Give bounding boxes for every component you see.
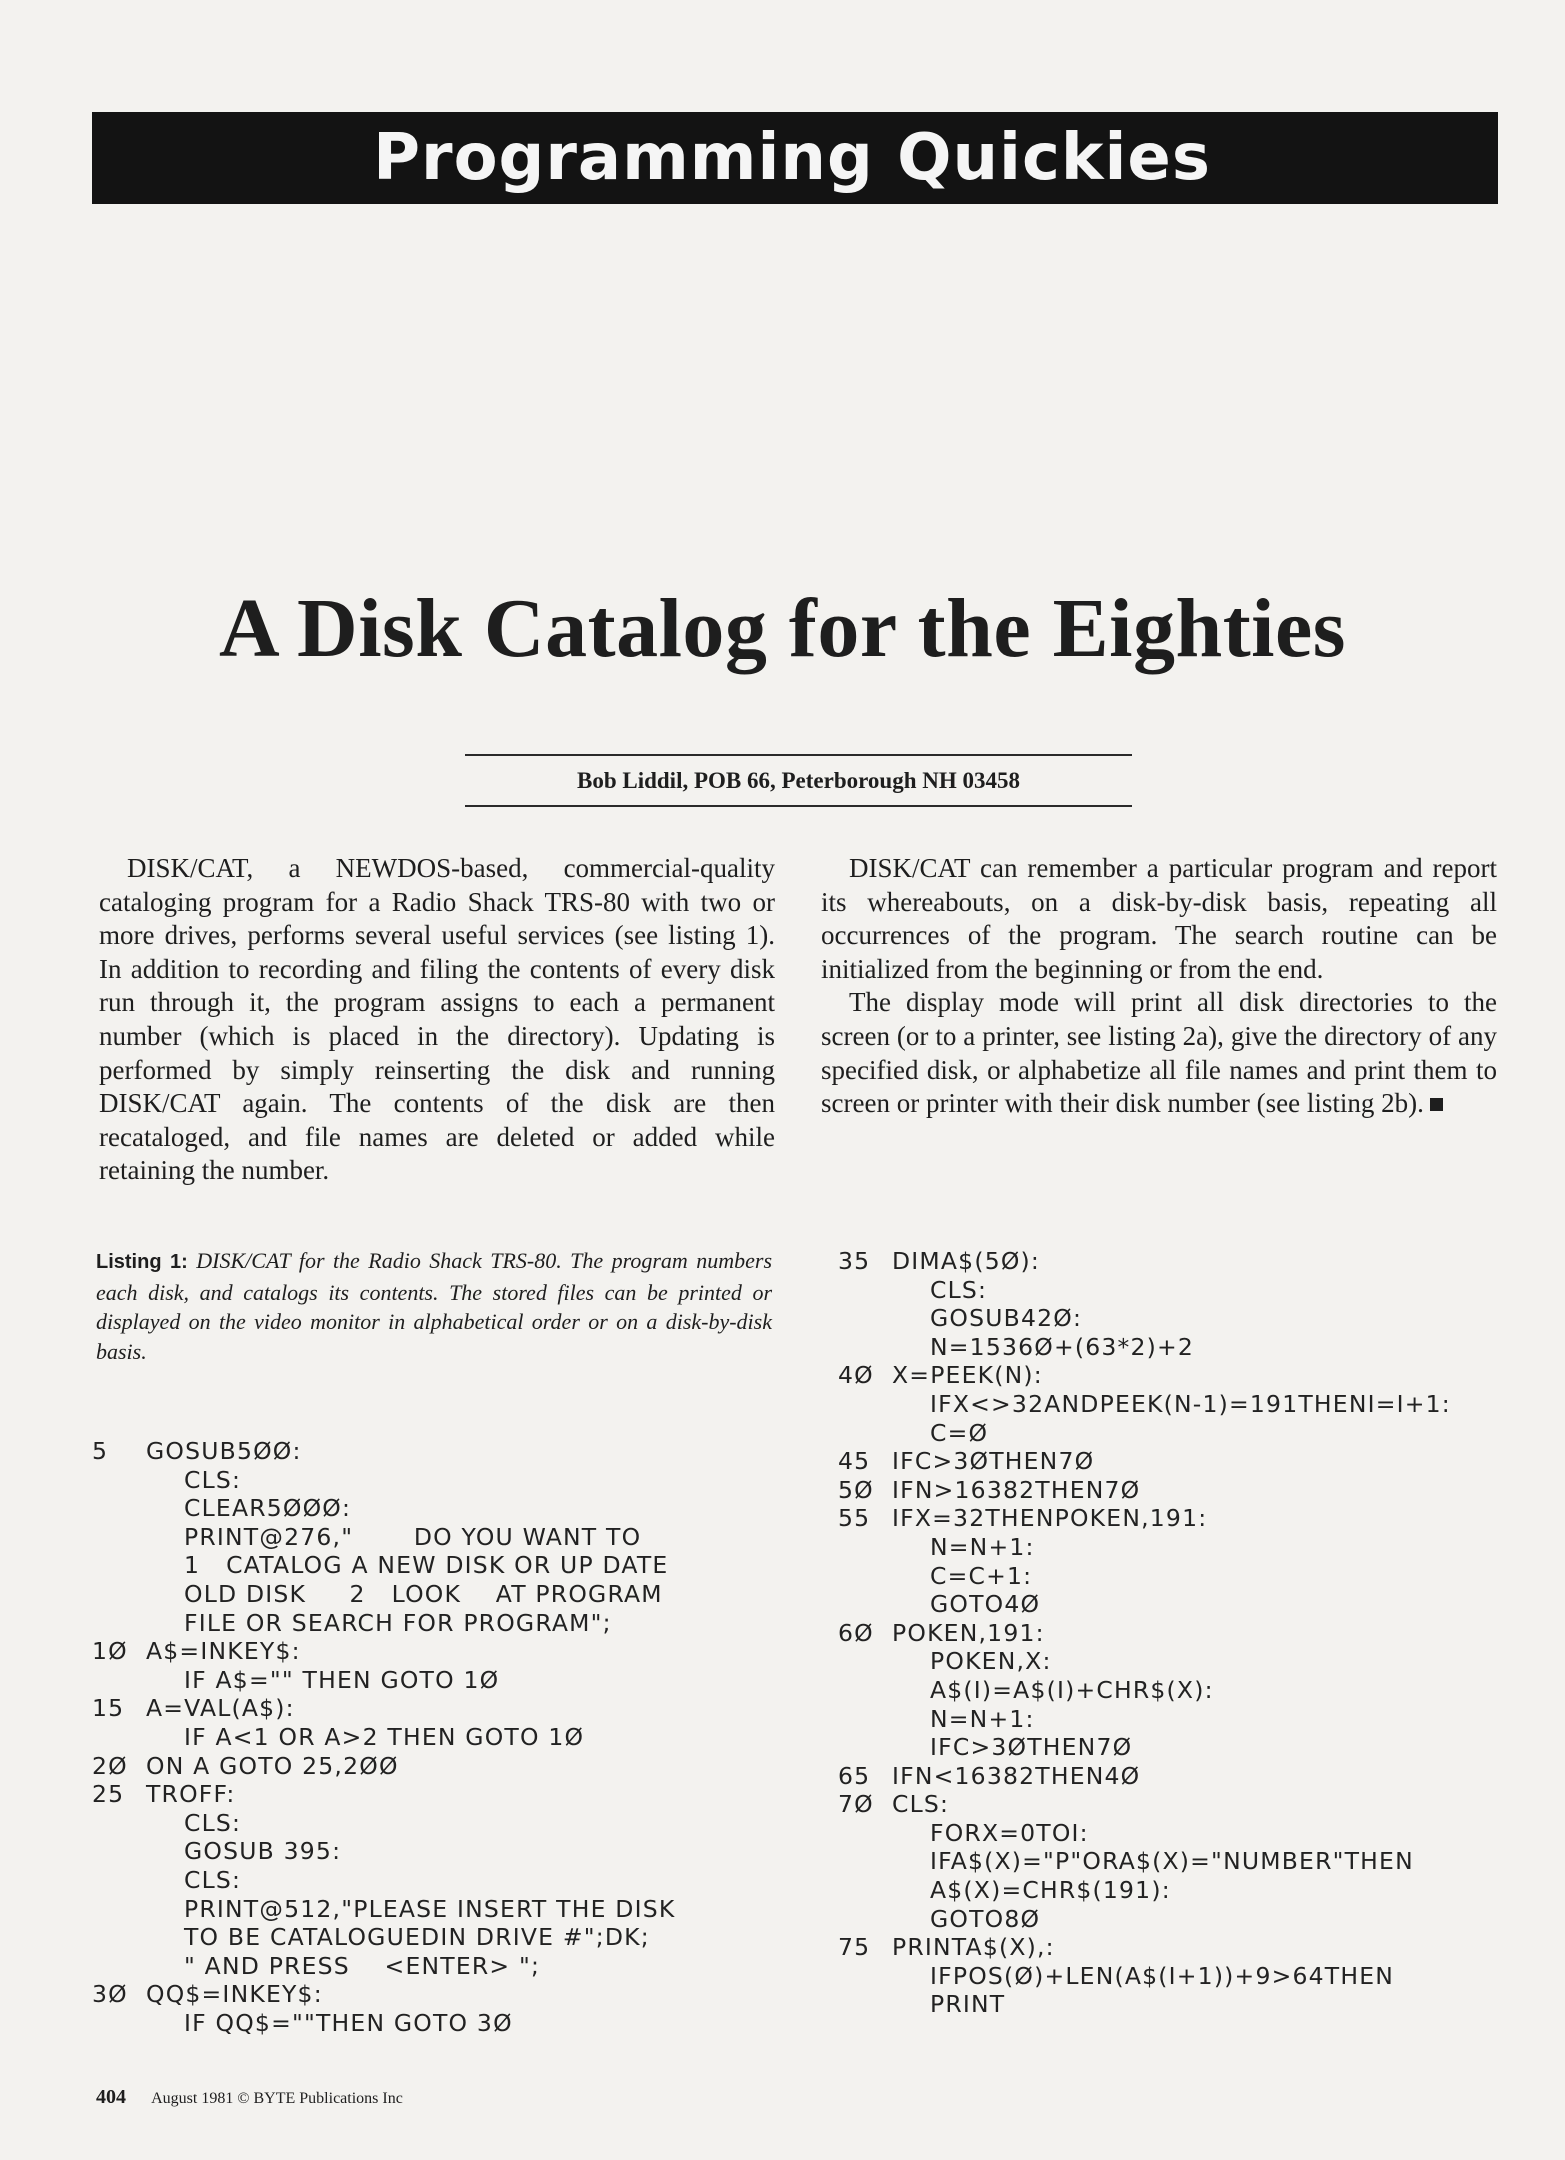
- code-line: [838, 1390, 1538, 1419]
- code-line-number: [92, 1837, 184, 1866]
- code-line: [92, 1923, 792, 1952]
- code-line: [838, 1590, 1538, 1619]
- code-line-number: [838, 1876, 930, 1905]
- code-line-text: FILE OR SEARCH FOR PROGRAM";: [184, 1608, 612, 1637]
- code-line-text: IFX=32THENPOKEN,191:: [892, 1504, 1208, 1533]
- code-line-text: A$(I)=A$(I)+CHR$(X):: [930, 1675, 1214, 1704]
- code-line: [838, 1733, 1538, 1762]
- code-line-number: 35: [838, 1247, 871, 1275]
- code-line: [838, 1676, 1538, 1705]
- code-line-number: 5: [92, 1437, 109, 1465]
- code-line-number: 7Ø: [838, 1790, 874, 1819]
- code-line: [92, 1466, 792, 1495]
- code-line-text: IFC>3ØTHEN7Ø: [930, 1733, 1133, 1762]
- code-line: [838, 1533, 1538, 1562]
- code-line-text: IF A$="" THEN GOTO 1Ø: [184, 1665, 500, 1694]
- code-line: [92, 1437, 792, 1466]
- code-line-text: N=N+1:: [930, 1704, 1035, 1733]
- code-line-text: C=C+1:: [930, 1561, 1033, 1590]
- code-line-text: IF A<1 OR A>2 THEN GOTO 1Ø: [184, 1722, 585, 1751]
- code-line-number: [92, 1895, 184, 1924]
- code-line-text: IFC>3ØTHEN7Ø: [892, 1447, 1095, 1476]
- code-line-number: [838, 1419, 930, 1448]
- code-line-number: [838, 1705, 930, 1734]
- code-line-text: PRINT@276," DO YOU WANT TO: [184, 1522, 642, 1551]
- code-line-number: [92, 1666, 184, 1695]
- code-line-number: [838, 1533, 930, 1562]
- code-line: [838, 1361, 1538, 1390]
- code-line-text: GOSUB5ØØ:: [146, 1437, 302, 1465]
- code-line-number: 25: [92, 1780, 125, 1809]
- code-line: [838, 1247, 1538, 1276]
- code-line-number: [838, 1304, 930, 1333]
- code-line-text: GOSUB 395:: [184, 1837, 342, 1866]
- code-line-number: 2Ø: [92, 1751, 128, 1780]
- code-line-number: [838, 1905, 930, 1934]
- code-line: [838, 1905, 1538, 1934]
- code-line: [92, 1609, 792, 1638]
- code-line: [838, 1876, 1538, 1905]
- code-line: [838, 1419, 1538, 1448]
- code-listing-right: [838, 1247, 1538, 2019]
- code-line: [838, 1619, 1538, 1648]
- code-line: [838, 1562, 1538, 1591]
- code-line: [838, 1819, 1538, 1848]
- code-line: [838, 1333, 1538, 1362]
- byline-rule-top: [465, 754, 1132, 756]
- code-line-text: POKEN,X:: [930, 1647, 1052, 1676]
- code-line: [92, 1551, 792, 1580]
- code-line-text: IFX<>32ANDPEEK(N-1)=191THENI=I+1:: [930, 1389, 1451, 1418]
- code-line-number: [838, 1990, 930, 2019]
- code-line-number: [838, 1276, 930, 1305]
- code-line: [92, 1694, 792, 1723]
- code-line-number: 55: [838, 1504, 871, 1533]
- code-line-text: OLD DISK 2 LOOK AT PROGRAM: [184, 1579, 663, 1608]
- code-line-text: X=PEEK(N):: [892, 1361, 1043, 1390]
- code-line-number: 65: [838, 1761, 871, 1790]
- code-line-text: IF QQ$=""THEN GOTO 3Ø: [184, 2008, 513, 2037]
- code-line-text: IFA$(X)="P"ORA$(X)="NUMBER"THEN: [930, 1847, 1414, 1876]
- code-line-number: 3Ø: [92, 1980, 128, 2009]
- code-line-number: [838, 1733, 930, 1762]
- listing-caption-lead: Listing 1:: [96, 1251, 188, 1273]
- code-line-text: " AND PRESS <ENTER> ";: [184, 1951, 541, 1980]
- code-line-text: ON A GOTO 25,2ØØ: [146, 1751, 399, 1780]
- code-line-text: FORX=0TOI:: [930, 1818, 1089, 1847]
- code-line: [92, 2009, 792, 2038]
- code-line-text: IFPOS(Ø)+LEN(A$(I+1))+9>64THEN: [930, 1961, 1395, 1990]
- code-line: [92, 1895, 792, 1924]
- code-line: [838, 1762, 1538, 1791]
- code-line-text: GOTO4Ø: [930, 1590, 1041, 1619]
- code-line-text: GOTO8Ø: [930, 1904, 1041, 1933]
- code-line-text: A$(X)=CHR$(191):: [930, 1876, 1171, 1905]
- code-line-number: [838, 1390, 930, 1419]
- code-line-number: 6Ø: [838, 1618, 874, 1647]
- code-line-text: IFN>16382THEN7Ø: [892, 1475, 1141, 1504]
- code-line-text: PRINT@512,"PLEASE INSERT THE DISK: [184, 1894, 676, 1923]
- listing-caption-body: DISK/CAT for the Radio Shack TRS-80. The program numbers each disk, and catalogs its contents. The stored files can be printed or displayed on the video monitor in alphabetical order or on a disk-by-disk basis.: [96, 1248, 772, 1364]
- code-line: [92, 1952, 792, 1981]
- body-paragraph: [821, 986, 1497, 1120]
- code-line-number: [838, 1847, 930, 1876]
- code-line-number: [92, 1866, 184, 1895]
- code-line-text: TROFF:: [146, 1780, 236, 1809]
- code-line-text: PRINTA$(X),:: [892, 1933, 1055, 1962]
- code-line-number: 5Ø: [838, 1475, 874, 1504]
- code-line-text: A=VAL(A$):: [146, 1694, 295, 1723]
- code-line-text: 1 CATALOG A NEW DISK OR UP DATE: [184, 1551, 669, 1580]
- section-title: Programming Quickies: [373, 121, 1211, 195]
- code-line-number: [92, 1494, 184, 1523]
- code-line-text: N=1536Ø+(63*2)+2: [930, 1332, 1195, 1361]
- code-line-text: PRINT: [930, 1990, 1006, 2019]
- section-banner: [92, 112, 1498, 204]
- body-paragraph: DISK/CAT, a NEWDOS-based, commercial-quality cataloging program for a Radio Shack TRS-80 with two or more drives, performs several useful services (see listing 1). In addition to recording and filing the contents of every disk run through it, the program assigns to each a permanent number (which is placed in the directory). Updating is performed by simply reinserting the disk and running DISK/CAT again. The contents of the disk are then recataloged, and file names are deleted or added while retaining the number.: [99, 853, 775, 1186]
- code-line: [92, 1723, 792, 1752]
- code-line: [838, 1276, 1538, 1305]
- code-line: [838, 1447, 1538, 1476]
- code-line: [838, 1647, 1538, 1676]
- code-line-number: [92, 1551, 184, 1580]
- code-line: [92, 1837, 792, 1866]
- code-line-number: [838, 1333, 930, 1362]
- code-line: [838, 1790, 1538, 1819]
- code-line: [92, 1809, 792, 1838]
- code-line-text: GOSUB42Ø:: [930, 1304, 1083, 1333]
- code-line-text: IFN<16382THEN4Ø: [892, 1761, 1141, 1790]
- code-line: [92, 1780, 792, 1809]
- code-line-text: CLS:: [892, 1790, 950, 1819]
- issue-line: August 1981 © BYTE Publications Inc: [151, 2090, 403, 2107]
- code-line: [92, 1637, 792, 1666]
- body-column-left: [99, 852, 775, 1188]
- code-line-number: [838, 1562, 930, 1591]
- code-line-number: [92, 1723, 184, 1752]
- listing-caption: [96, 1246, 772, 1366]
- page-number: 404: [96, 2086, 126, 2108]
- code-line: [838, 1847, 1538, 1876]
- code-line-number: [92, 1809, 184, 1838]
- code-line-number: [838, 1819, 930, 1848]
- code-line-text: DIMA$(5Ø):: [892, 1247, 1041, 1275]
- code-line: [838, 1705, 1538, 1734]
- code-line: [838, 1304, 1538, 1333]
- code-line: [92, 1752, 792, 1781]
- code-line-number: [92, 2009, 184, 2038]
- body-column-right: [821, 852, 1497, 1121]
- code-line-text: QQ$=INKEY$:: [146, 1980, 323, 2009]
- code-line: [92, 1523, 792, 1552]
- code-line-text: POKEN,191:: [892, 1618, 1045, 1647]
- code-line-text: A$=INKEY$:: [146, 1637, 301, 1666]
- code-line: [838, 1990, 1538, 2019]
- code-line-text: N=N+1:: [930, 1532, 1035, 1561]
- code-line-number: [92, 1609, 184, 1638]
- code-line: [838, 1962, 1538, 1991]
- code-line-number: [838, 1590, 930, 1619]
- code-line-number: [92, 1466, 184, 1495]
- code-listing-left: [92, 1437, 792, 2037]
- body-paragraph-text: The display mode will print all disk directories to the screen (or to a printer, see listing 2a), give the directory of any specified disk, or alphabetize all file names and print them to screen or printer with their disk number (see listing 2b).: [821, 987, 1497, 1119]
- code-line-text: TO BE CATALOGUEDIN DRIVE #";DK;: [184, 1923, 650, 1952]
- code-line: [92, 1866, 792, 1895]
- code-line-number: [92, 1580, 184, 1609]
- code-line-number: [838, 1647, 930, 1676]
- code-line-text: CLS:: [930, 1275, 988, 1304]
- code-line: [838, 1504, 1538, 1533]
- code-line-text: CLS:: [184, 1865, 242, 1894]
- byline: Bob Liddil, POB 66, Peterborough NH 03458: [576, 768, 1020, 793]
- code-line-number: 75: [838, 1933, 871, 1962]
- code-line-number: 4Ø: [838, 1361, 874, 1390]
- code-line: [92, 1494, 792, 1523]
- end-of-article-mark: [1430, 1098, 1443, 1111]
- code-line: [838, 1933, 1538, 1962]
- code-line: [92, 1666, 792, 1695]
- code-line-number: [92, 1523, 184, 1552]
- code-line-number: [92, 1952, 184, 1981]
- code-line-number: [92, 1923, 184, 1952]
- code-line: [838, 1476, 1538, 1505]
- code-line: [92, 1980, 792, 2009]
- code-line-number: 15: [92, 1694, 125, 1723]
- code-line-number: [838, 1676, 930, 1705]
- code-line-number: 1Ø: [92, 1637, 128, 1666]
- code-line: [92, 1580, 792, 1609]
- code-line-number: 45: [838, 1447, 871, 1476]
- code-line-number: [838, 1962, 930, 1991]
- code-line-text: CLEAR5ØØØ:: [184, 1494, 352, 1523]
- code-line-text: CLS:: [184, 1465, 242, 1494]
- code-line-text: CLS:: [184, 1808, 242, 1837]
- byline-rule-bottom: [465, 805, 1132, 807]
- article-title: A Disk Catalog for the Eighties: [219, 582, 1346, 675]
- body-paragraph: DISK/CAT can remember a particular program and report its whereabouts, on a disk-by-disk basis, repeating all occurrences of the program. The search routine can be initialized from the beginning or from the end.: [821, 853, 1497, 984]
- code-line-text: C=Ø: [930, 1418, 989, 1447]
- page-footer: [96, 2086, 403, 2109]
